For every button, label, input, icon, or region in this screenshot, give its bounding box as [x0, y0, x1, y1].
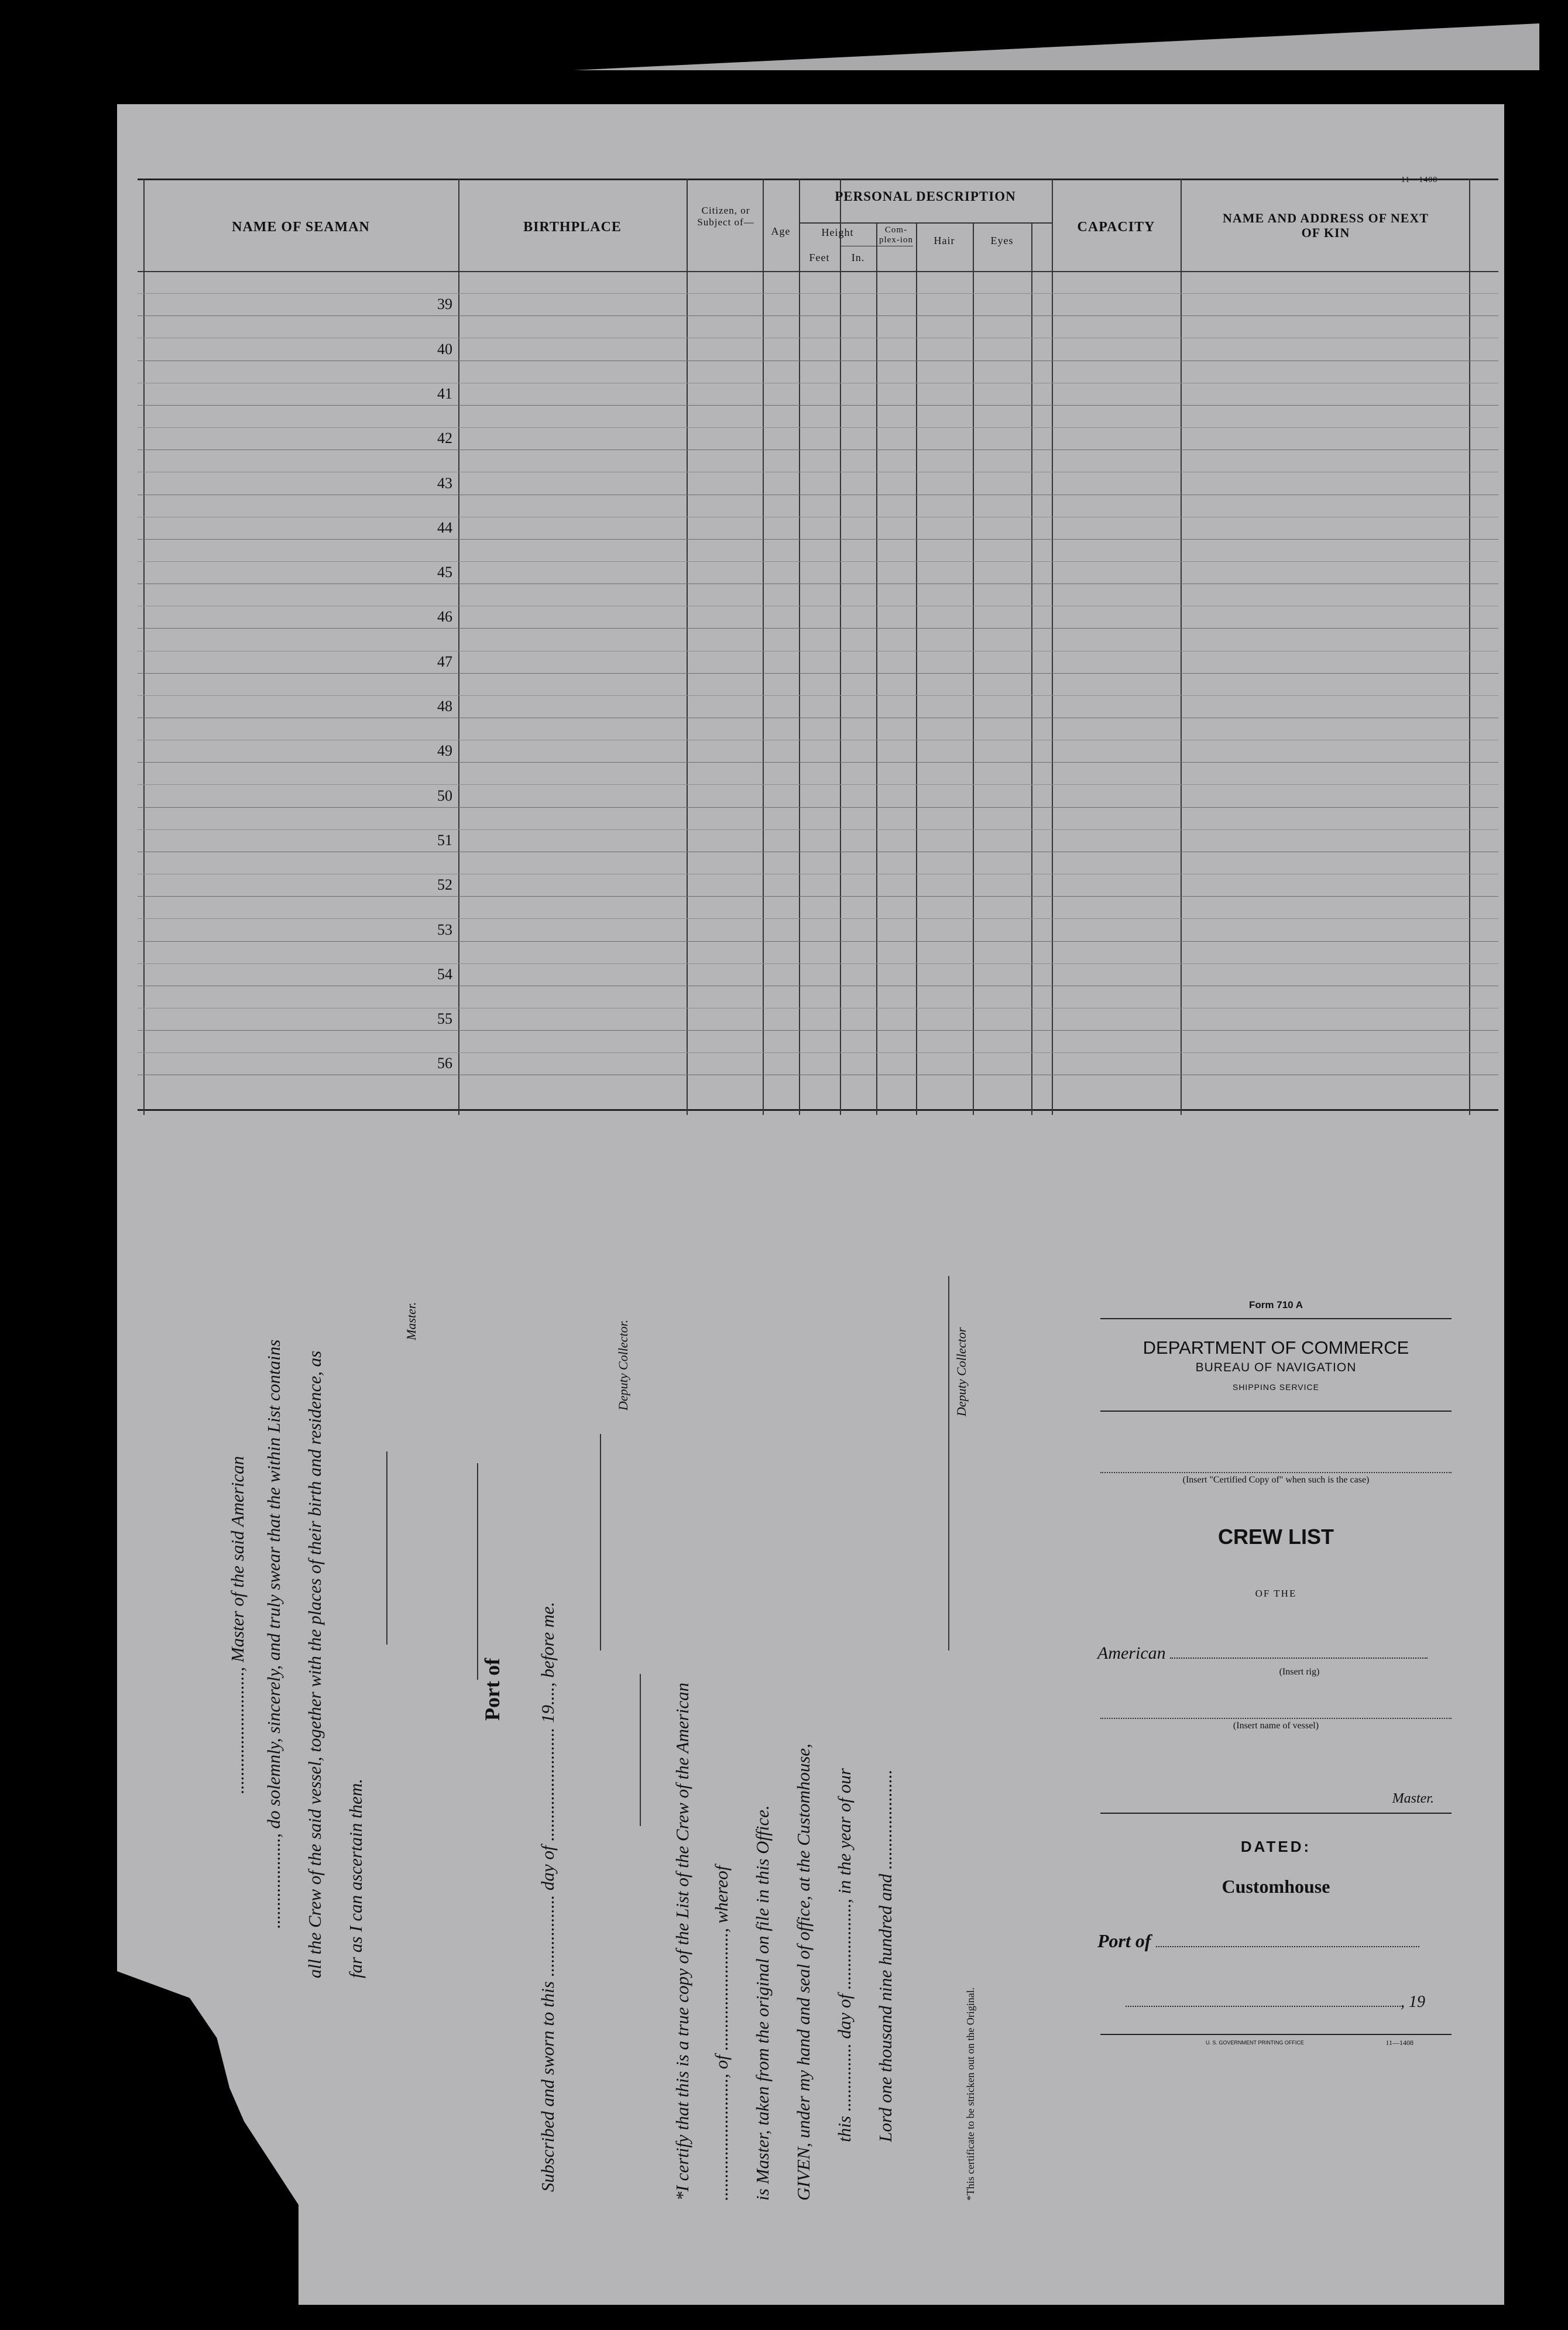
certificate-line-5: this ............... day of ..................., in the year of our [834, 1768, 855, 2142]
oath-subscribed: Subscribed and sworn to this .................. day of ......................... 19...., before me. [537, 1601, 558, 2192]
header-capacity: CAPACITY [1077, 219, 1155, 235]
col-rule [916, 222, 917, 1115]
cover-bureau: BUREAU OF NAVIGATION [1195, 1361, 1357, 1374]
table-row-guide [138, 784, 1498, 785]
row-number: 45 [437, 564, 452, 581]
row-number: 56 [437, 1055, 452, 1072]
crew-table [138, 176, 1498, 1115]
port-line [477, 1463, 478, 1680]
cover-dated: DATED: [1240, 1838, 1312, 1855]
cover-bottom-rule [1100, 2034, 1452, 2035]
header-inches: In. [851, 252, 865, 263]
row-number: 40 [437, 340, 452, 358]
col-rule [1052, 179, 1053, 1115]
col-rule [458, 179, 459, 1115]
cover-service: SHIPPING SERVICE [1232, 1382, 1319, 1392]
torn-corner [117, 1971, 298, 2305]
header-bottom-rule [138, 271, 1498, 272]
cover-port-of: Port of [1097, 1930, 1151, 1951]
corner-form-code: 11—1408 [1401, 176, 1438, 184]
oath-line-3: all the Crew of the said vessel, together with the places of their birth and residence, as [304, 1350, 325, 1978]
oath-master-label: Master. [404, 1302, 418, 1340]
table-row-guide [138, 963, 1498, 964]
cover-top-rule [1100, 1318, 1452, 1319]
cover-form-number: Form 710 A [1249, 1299, 1303, 1310]
table-row [138, 539, 1498, 540]
cover-of-the: OF THE [1255, 1588, 1297, 1599]
cover-insert-rig: (Insert rig) [1279, 1667, 1320, 1677]
table-row [138, 807, 1498, 808]
cover-title: CREW LIST [1218, 1525, 1334, 1549]
rig-field[interactable] [1097, 1643, 1449, 1663]
table-row [138, 762, 1498, 763]
certificate-line-3: is Master, taken from the original on file in this Office. [752, 1805, 773, 2201]
col-rule [1031, 222, 1032, 1115]
oath-deputy-collector: Deputy Collector. [616, 1319, 630, 1411]
table-row [138, 315, 1498, 316]
row-number: 46 [437, 608, 452, 626]
certificate-footnote: *This certificate to be stricken out on the Original. [965, 1987, 976, 2201]
personal-desc-rule [799, 222, 1052, 224]
header-next-of-kin: NAME AND ADDRESS OF NEXT OF KIN [1222, 211, 1429, 241]
certificate-line-6: Lord one thousand nine hundred and ...................... [875, 1769, 895, 2142]
year-field[interactable] [1097, 1993, 1449, 2012]
oath-line-1: ..........................., Master of the said American [227, 1456, 248, 1794]
col-rule [687, 179, 688, 1115]
header-eyes: Eyes [990, 235, 1014, 246]
certificate-deputy-collector: Deputy Collector [954, 1327, 969, 1416]
header-height: Height [821, 227, 854, 238]
row-number: 55 [437, 1010, 452, 1028]
cover-year: , 19 [1401, 1993, 1425, 2011]
row-number: 47 [437, 653, 452, 670]
cover-customhouse: Customhouse [1222, 1876, 1330, 1897]
col-rule [799, 179, 800, 1115]
table-row [138, 405, 1498, 406]
master-signature-line [386, 1451, 387, 1645]
row-number: 48 [437, 698, 452, 715]
vessel-name-line[interactable] [1100, 1718, 1452, 1719]
row-number: 52 [437, 876, 452, 894]
col-rule [1181, 179, 1182, 1115]
cover-certified-note: (Insert "Certified Copy of" when such is the case) [1182, 1475, 1370, 1485]
table-row-guide [138, 1052, 1498, 1053]
row-number: 42 [437, 430, 452, 447]
cover-insert-vessel: (Insert name of vessel) [1233, 1721, 1319, 1731]
cover-printer-code: 11—1408 [1385, 2039, 1413, 2047]
cover-printer: U. S. GOVERNMENT PRINTING OFFICE [1206, 2040, 1304, 2046]
table-row [138, 673, 1498, 674]
table-row-guide [138, 427, 1498, 428]
table-row-guide [138, 293, 1498, 294]
header-hair: Hair [934, 235, 955, 246]
deputy-collector-line [948, 1276, 949, 1650]
header-feet: Feet [809, 252, 830, 263]
table-top-rule [138, 179, 1498, 180]
col-rule [973, 222, 974, 1115]
col-rule [876, 222, 877, 1115]
header-name-of-seaman: NAME OF SEAMAN [232, 219, 370, 235]
divider-rule [640, 1674, 641, 1826]
row-number: 39 [437, 296, 452, 313]
row-number: 41 [437, 385, 452, 402]
header-birthplace: BIRTHPLACE [523, 219, 622, 235]
cover-department: DEPARTMENT OF COMMERCE [1142, 1337, 1409, 1358]
row-number: 54 [437, 965, 452, 983]
oath-line-4: far as I can ascertain them. [345, 1779, 366, 1978]
cover-american: American [1097, 1643, 1166, 1663]
col-rule [763, 179, 764, 1115]
certificate-line-2: ..........................., of .........................., whereof [711, 1865, 732, 2201]
cover-service-rule [1100, 1411, 1452, 1412]
header-personal-description: PERSONAL DESCRIPTION [835, 189, 1016, 204]
col-rule [1469, 179, 1470, 1115]
certificate-line-1: *I certify that this is a true copy of the List of the Crew of the American [672, 1682, 692, 2201]
col-rule [840, 179, 841, 1115]
row-number: 53 [437, 921, 452, 938]
oath-port-of: Port of [481, 1658, 504, 1721]
col-rule [143, 179, 145, 1115]
header-age: Age [771, 225, 791, 237]
table-row-guide [138, 829, 1498, 830]
header-complexion: Com-plex-ion [879, 225, 913, 245]
row-number: 51 [437, 831, 452, 849]
top-paper-edge [574, 23, 1539, 70]
row-number: 44 [437, 519, 452, 536]
table-row [138, 1030, 1498, 1031]
row-number: 49 [437, 742, 452, 760]
table-row [138, 628, 1498, 629]
deputy-signature-line [600, 1434, 601, 1650]
table-row [138, 449, 1498, 450]
table-row-guide [138, 561, 1498, 562]
table-row [138, 896, 1498, 897]
row-number: 43 [437, 474, 452, 492]
table-row [138, 941, 1498, 942]
header-citizen: Citizen, or Subject of— [697, 205, 754, 228]
row-number: 50 [437, 787, 452, 804]
certified-copy-line [1100, 1472, 1452, 1473]
oath-line-2: ...................., do solemnly, sincerely, and truly swear that the within List contains [263, 1339, 284, 1928]
certificate-line-4: GIVEN, under my hand and seal of office, at the Customhouse, [793, 1744, 814, 2201]
table-bottom-rule [138, 1109, 1498, 1111]
table-row-guide [138, 918, 1498, 919]
master-line[interactable] [1100, 1813, 1452, 1814]
port-of-field[interactable] [1097, 1930, 1449, 1952]
table-row-guide [138, 695, 1498, 696]
cover-master: Master. [1392, 1791, 1434, 1806]
